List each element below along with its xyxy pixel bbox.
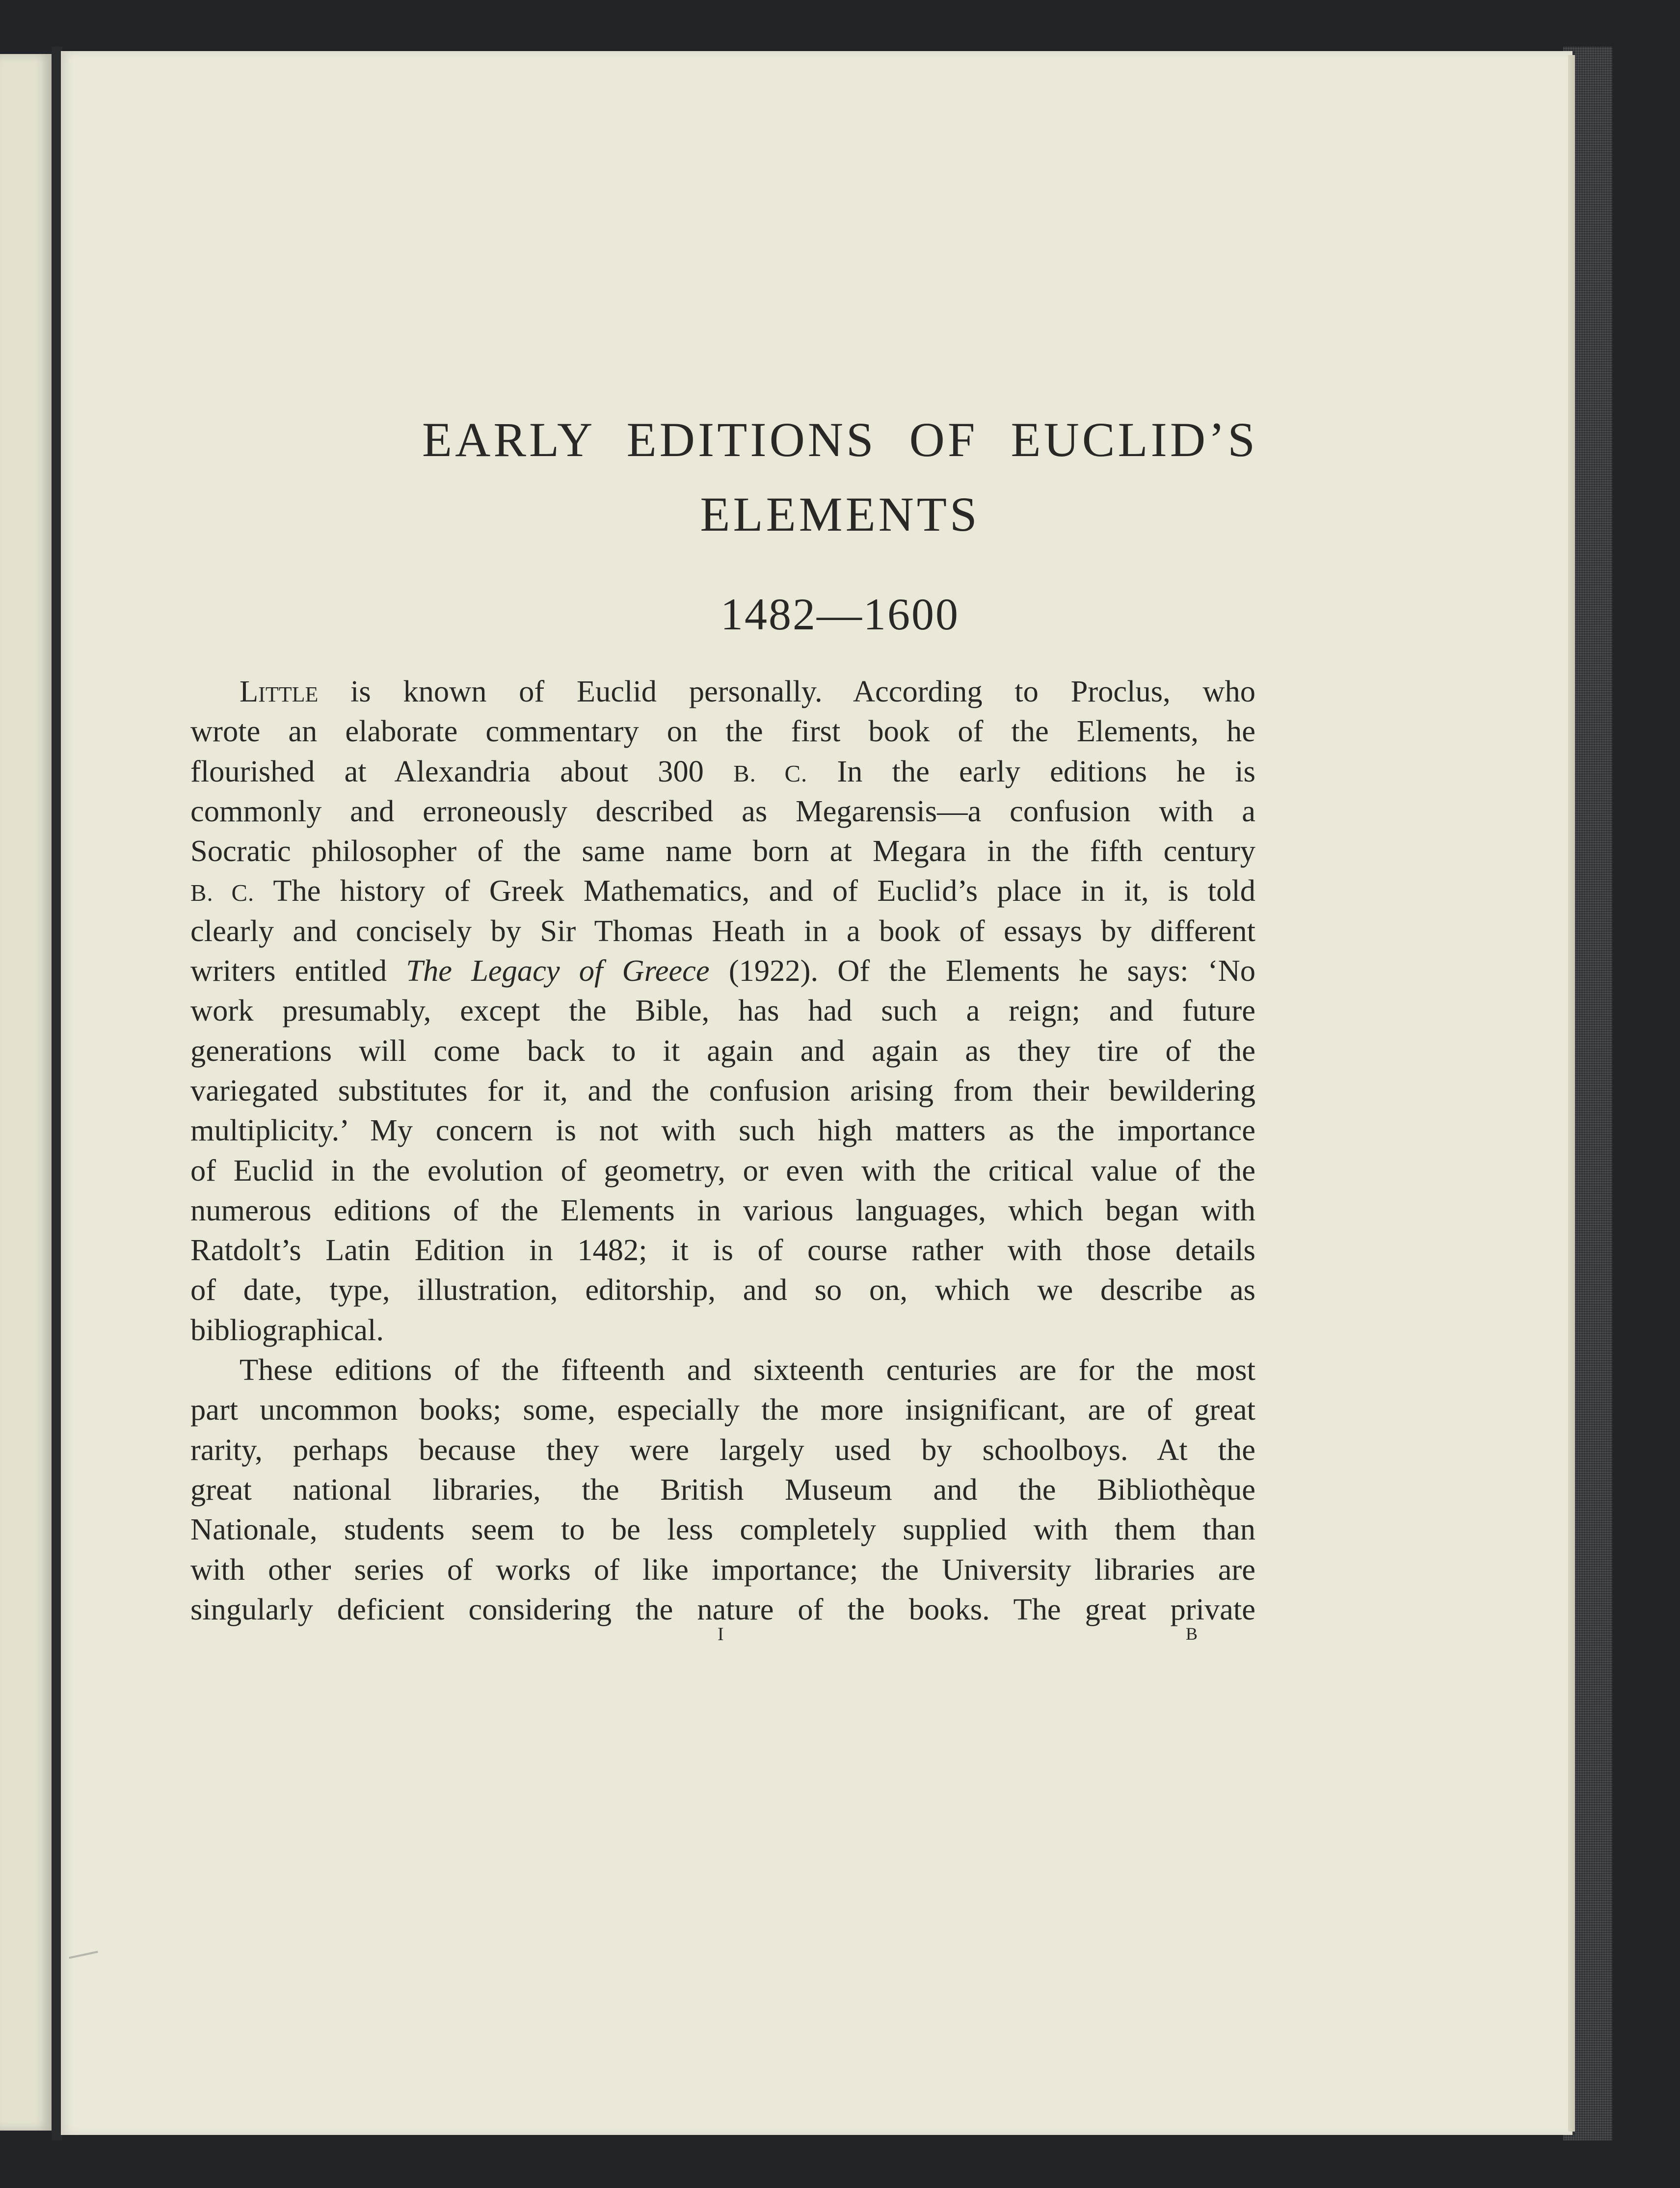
facing-page-edge: [0, 54, 52, 2131]
text-span: is known of Euclid personally. According to Proclus, who: [318, 674, 1255, 708]
text-line: work presumably, except the Bible, has had such a reign; and future: [190, 993, 1255, 1028]
text-line: wrote an elaborate commentary on the first book of the Elements, he: [190, 714, 1255, 749]
era-abbreviation: B. C.: [733, 760, 808, 787]
text-line: of date, type, illustration, editorship, and so on, which we describe as: [190, 1272, 1255, 1307]
chapter-title-line-1: EARLY EDITIONS OF EUCLID’S: [422, 412, 1258, 467]
text-line: great national libraries, the British Museum and the Bibliothèque: [190, 1472, 1255, 1507]
text-line: Ratdolt’s Latin Edition in 1482; it is of course rather with those details: [190, 1233, 1255, 1268]
text-line: [190, 871, 1255, 911]
text-line: [190, 672, 1255, 711]
drop-word: Little: [240, 674, 319, 708]
text-line: These editions of the fifteenth and sixteenth centuries are for the most: [240, 1352, 1255, 1387]
chapter-title-line-2: ELEMENTS: [700, 487, 980, 541]
text-line: [190, 951, 1255, 991]
text-line: clearly and concisely by Sir Thomas Heath in a book of essays by different: [190, 913, 1255, 948]
text-span: flourished at Alexandria about 300: [190, 754, 734, 788]
book-title-italic: The Legacy of Greece: [406, 953, 710, 988]
text-span: writers entitled: [190, 953, 406, 988]
text-line: [190, 752, 1255, 791]
body-text: [190, 672, 1255, 1629]
text-line: bibliographical.: [190, 1312, 384, 1347]
text-line: rarity, perhaps because they were largely used by schoolboys. At the: [190, 1432, 1255, 1467]
text-line: part uncommon books; some, especially the more insignificant, are of great: [190, 1392, 1255, 1427]
text-span: (1922). Of the Elements he says: ‘No: [709, 953, 1255, 988]
signature-mark: B: [1186, 1624, 1198, 1644]
era-abbreviation: B. C.: [190, 880, 255, 907]
text-span: The history of Greek Mathematics, and of Euclid’s place in it, is told: [254, 873, 1255, 908]
text-line: Socratic philosopher of the same name born at Megara in the fifth century: [190, 834, 1255, 868]
date-range-subtitle: 1482—1600: [720, 589, 960, 639]
page-fore-edge: [1568, 55, 1575, 2132]
text-span: In the early editions he is: [807, 754, 1255, 788]
text-line: numerous editions of the Elements in various languages, which began with: [190, 1192, 1255, 1227]
text-line: with other series of works of like importance; the University libraries are: [190, 1552, 1255, 1587]
text-line: of Euclid in the evolution of geometry, or even with the critical value of the: [190, 1153, 1255, 1188]
text-line: variegated substitutes for it, and the confusion arising from their bewildering: [190, 1073, 1255, 1108]
text-line: generations will come back to it again and again as they tire of the: [190, 1033, 1255, 1068]
text-line: multiplicity.’ My concern is not with such high matters as the importance: [190, 1113, 1255, 1148]
text-line: commonly and erroneously described as Megarensis—a confusion with a: [190, 793, 1255, 828]
page-number: I: [718, 1624, 724, 1645]
text-line: singularly deficient considering the nature of the books. The great private: [190, 1592, 1255, 1626]
paragraph-2: [190, 1350, 1255, 1629]
text-line: Nationale, students seem to be less completely supplied with them than: [190, 1512, 1255, 1547]
paragraph-1: [190, 672, 1255, 1350]
